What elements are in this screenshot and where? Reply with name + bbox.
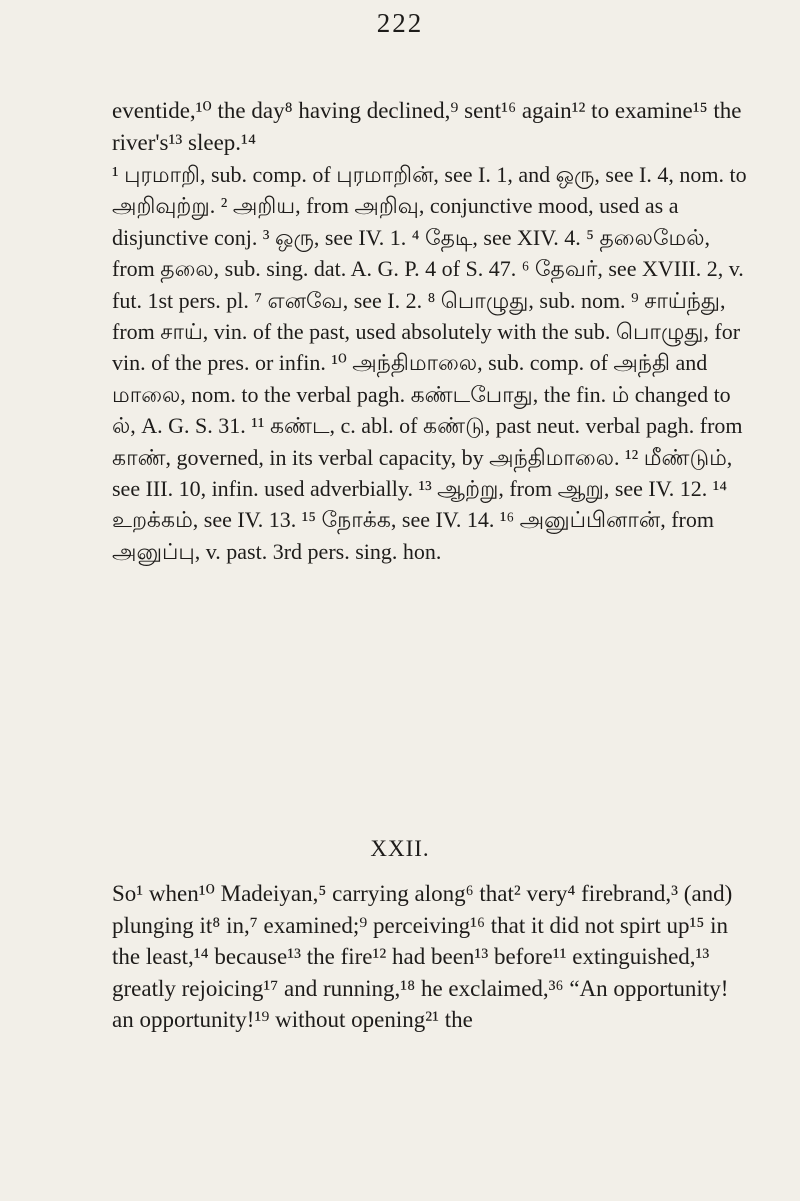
intro-paragraph: eventide,¹⁰ the day⁸ having declined,⁹ sent¹⁶ again¹² to examine¹⁵ the river's¹³ sleep.¹⁴ — [112, 98, 742, 155]
page-number: 222 — [376, 8, 424, 38]
section-heading: XXII. — [370, 836, 430, 861]
body-paragraph: So¹ when¹⁰ Madeiyan,⁵ carrying along⁶ that² very⁴ firebrand,³ (and) plunging it⁸ in,⁷ examined;⁹ perceiving¹⁶ that it did not spirt up¹⁵ in the least,¹⁴ because¹³ the fire¹² had been¹³ before¹¹ extinguished,¹³ greatly rejoicing¹⁷ and running,¹⁸ he exclaimed,³⁶ “An opportunity! an opportunity!¹⁹ without opening²¹ the — [112, 881, 733, 1032]
notes-paragraph: ¹ புரமாறி, sub. comp. of புரமாறின், see I. 1, and ஒரு, see I. 4, nom. to அறிவுற்று. ² அறிய, from அறிவு, conjunctive mood, used as a disjunctive conj. ³ ஒரு, see IV. 1. ⁴ தேடி, see XIV. 4. ⁵ தலைமேல், from தலை, sub. sing. dat. A. G. P. 4 of S. 47. ⁶ தேவர், see XVIII. 2, v. fut. 1st pers. pl. ⁷ எனவே, see I. 2. ⁸ பொழுது, sub. nom. ⁹ சாய்ந்து, from சாய், vin. of the past, used absolutely with the sub. பொழுது, for vin. of the pres. or infin. ¹⁰ அந்திமாலை, sub. comp. of அந்தி and மாலை, nom. to the verbal pagh. கண்டபோது, the fin. ம் changed to ல், A. G. S. 31. ¹¹ கண்ட, c. abl. of கண்டு, past neut. verbal pagh. from காண், governed, in its verbal capacity, by அந்திமாலை. ¹² மீண்டும், see III. 10, infin. used adverbially. ¹³ ஆற்று, from ஆறு, see IV. 12. ¹⁴ உறக்கம், see IV. 13. ¹⁵ நோக்க, see IV. 14. ¹⁶ அனுப்பினான், from அனுப்பு, v. past. 3rd pers. sing. hon. — [112, 162, 747, 564]
